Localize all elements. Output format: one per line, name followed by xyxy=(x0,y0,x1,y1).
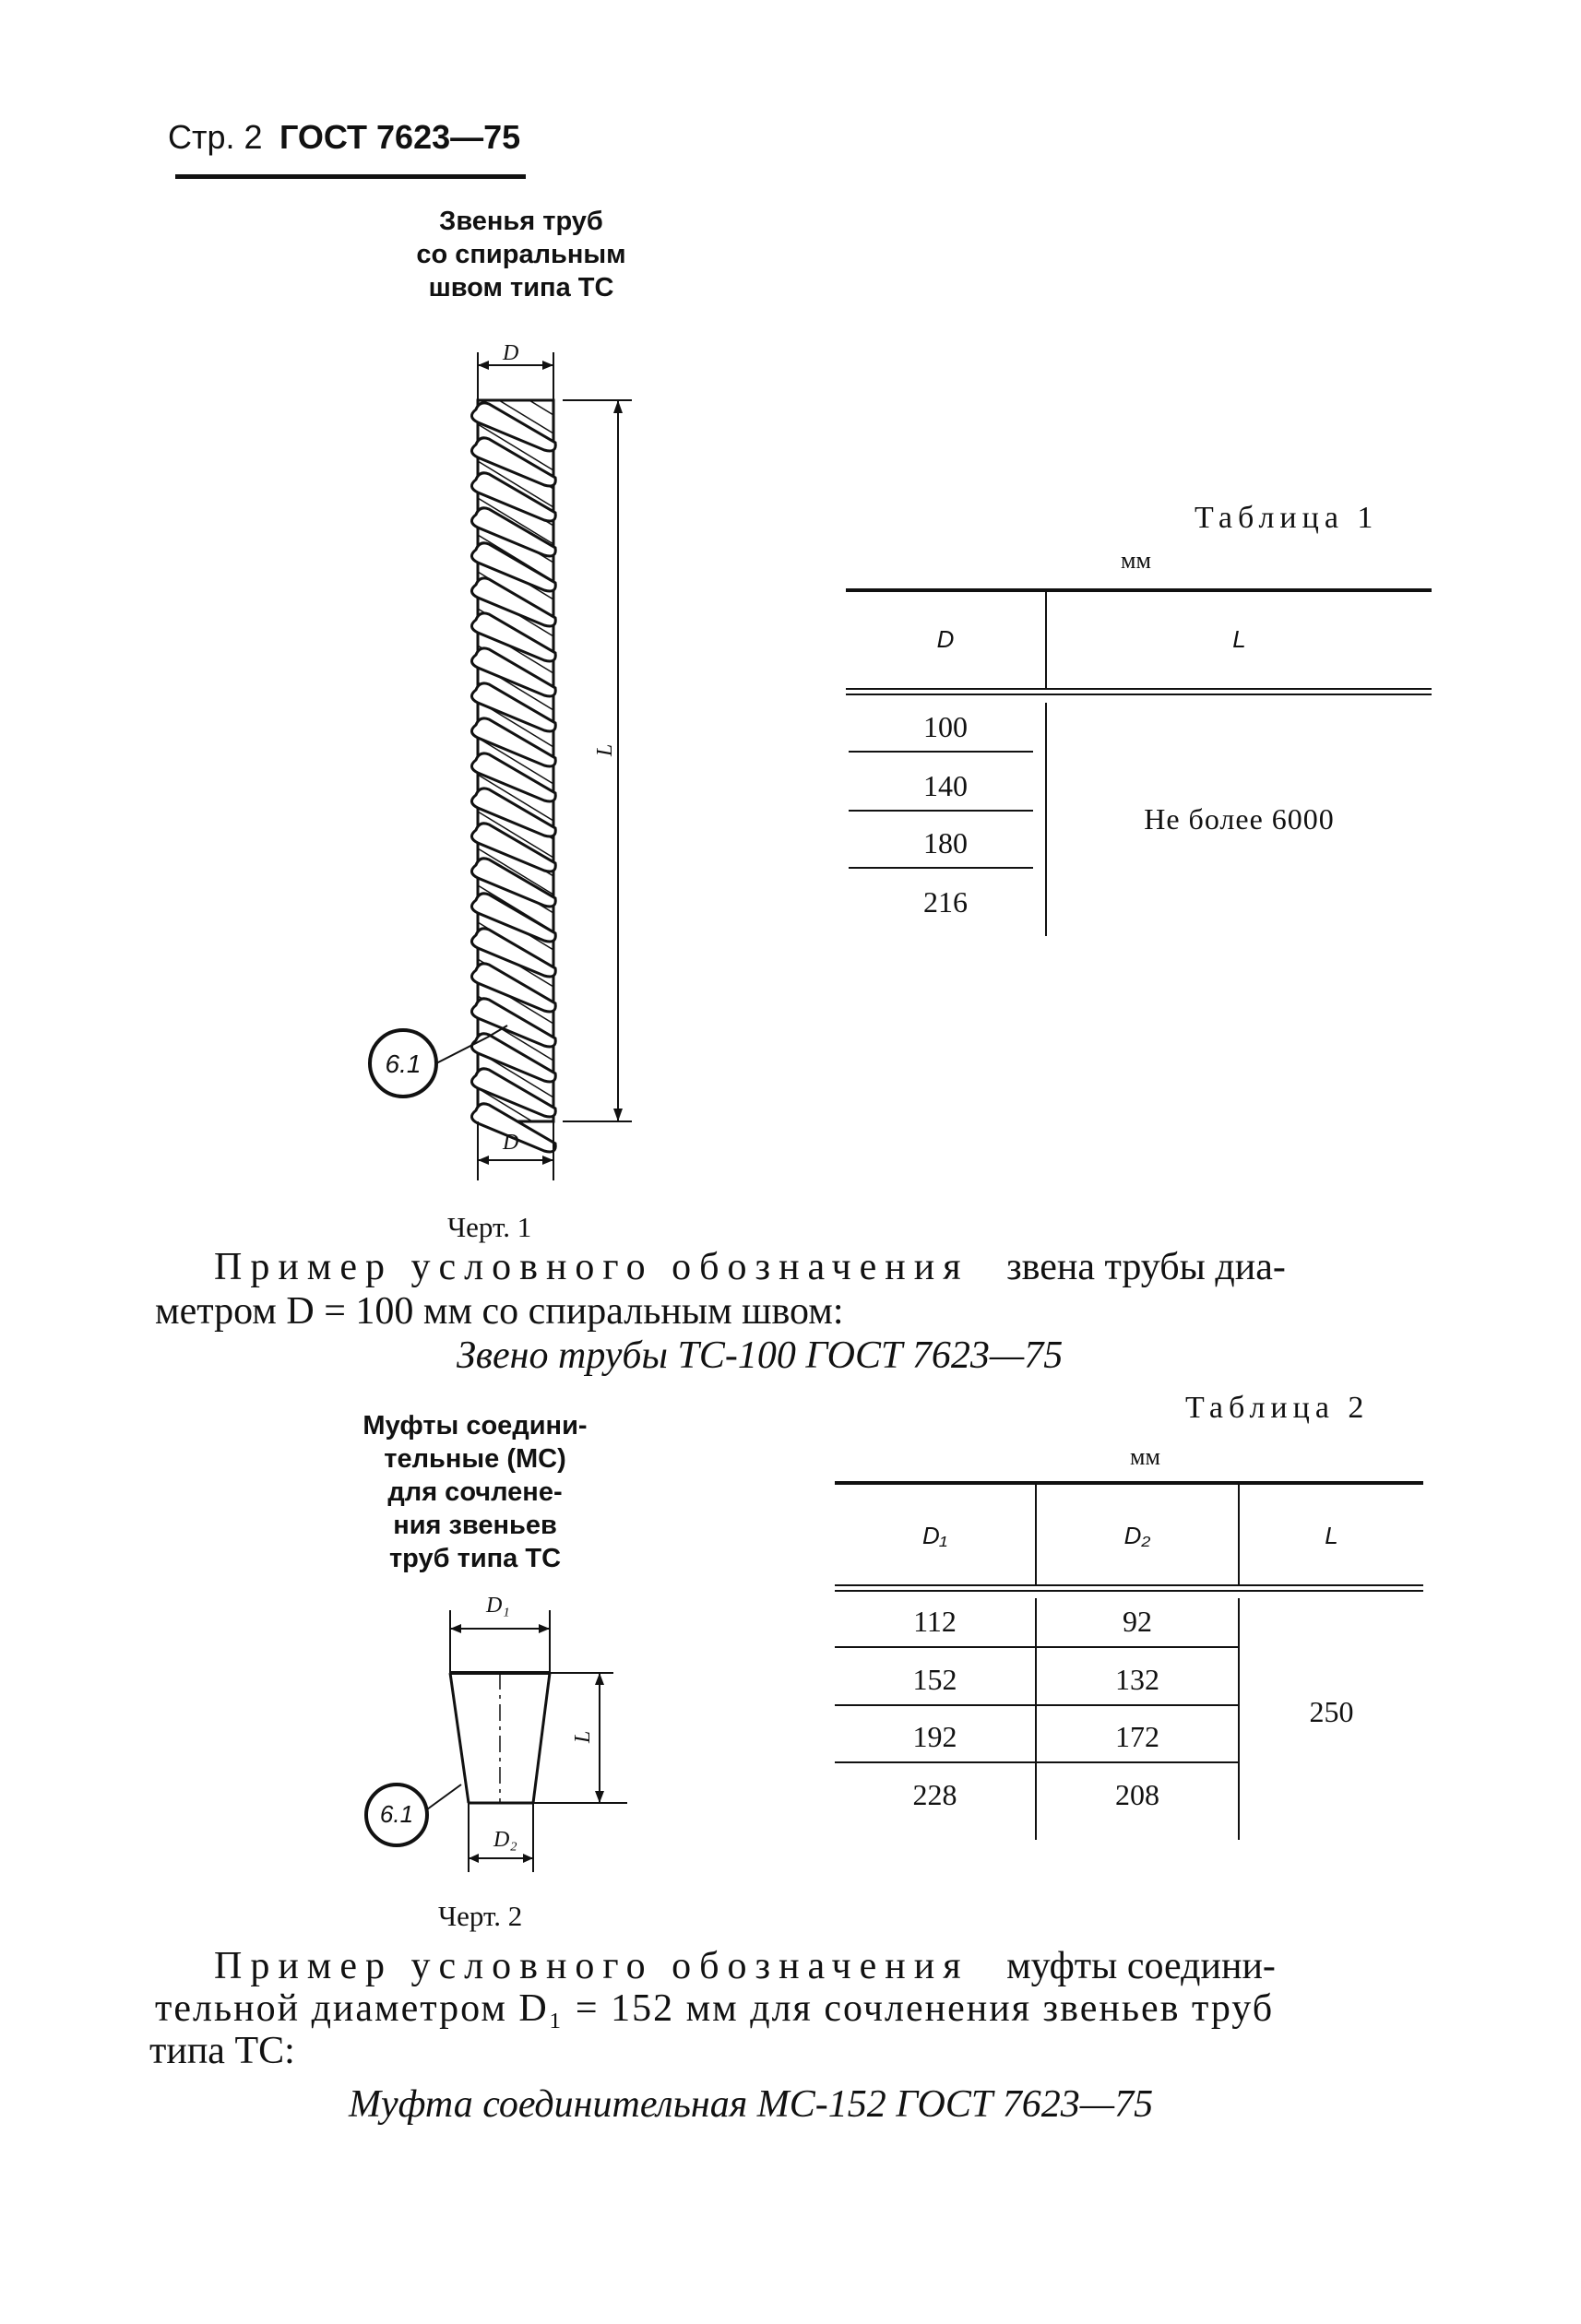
figure1-dim-l: L xyxy=(593,743,618,757)
table1-top-rule xyxy=(846,588,1432,592)
figure1-dim-d-top: D xyxy=(503,341,519,365)
table2-header-l: L xyxy=(1325,1522,1338,1549)
figure1-dim-d-bottom: D xyxy=(503,1131,519,1155)
figure2-dim-d2: D₂ xyxy=(493,1828,517,1852)
example2-rest: муфты соедини- xyxy=(1006,1945,1276,1987)
table2-header-rule-b xyxy=(835,1590,1423,1592)
example1-lead: Пример условного обозначения xyxy=(214,1246,969,1288)
table2-cell-d2: 172 xyxy=(1115,1720,1159,1753)
table2-row-rule xyxy=(835,1704,1238,1706)
figure1-callout: 6.1 xyxy=(385,1049,422,1078)
table1-row-rule xyxy=(849,867,1033,869)
table2-header-d1: D₁ xyxy=(922,1522,947,1549)
table1-row-d: 100 xyxy=(923,710,968,743)
figure1-caption: Черт. 1 xyxy=(447,1211,532,1243)
table2-cell-d1: 152 xyxy=(912,1663,957,1696)
table2-cell-d2: 208 xyxy=(1115,1778,1159,1811)
figure2-dim-d1: D₁ xyxy=(486,1594,510,1618)
table1-caption: Таблица 1 xyxy=(1195,501,1379,535)
table2-units: мм xyxy=(1130,1443,1160,1470)
figure2-title: Муфты соедини- тельные (МС) для сочлене- ния звеньев труб типа ТС xyxy=(363,1411,588,1573)
table1-units: мм xyxy=(1121,547,1151,574)
example1-designation: Звено трубы ТС-100 ГОСТ 7623—75 xyxy=(457,1334,1064,1377)
table1-header-rule-a xyxy=(846,688,1432,690)
table2-cell-d1: 112 xyxy=(913,1605,957,1638)
example2-line2: тельной диаметром D₁ = 152 мм для сочленения звеньев труб xyxy=(155,1987,1275,2030)
table2-row-rule xyxy=(835,1646,1238,1648)
table2-header-rule-a xyxy=(835,1584,1423,1586)
figure1-title: Звенья труб со спиральным швом типа ТС xyxy=(416,207,626,302)
figure1-drawing xyxy=(314,332,683,1199)
table2-caption: Таблица 2 xyxy=(1185,1391,1370,1425)
table2-row-rule xyxy=(835,1761,1238,1763)
table2-cell-d2: 132 xyxy=(1115,1663,1159,1696)
example2-line1 xyxy=(214,1944,1459,1988)
table2-top-rule xyxy=(835,1481,1423,1485)
figure2-callout: 6.1 xyxy=(379,1800,414,1828)
example2-designation: Муфта соединительная МС-152 ГОСТ 7623—75 xyxy=(349,2083,1154,2126)
table1-row-rule xyxy=(849,751,1033,753)
table2-cell-d1: 228 xyxy=(912,1778,957,1811)
table2-header-d2: D₂ xyxy=(1123,1522,1151,1549)
standard-number: ГОСТ 7623—75 xyxy=(279,118,521,156)
example1-rest: звена трубы диа- xyxy=(1006,1246,1286,1288)
table1-header-l: L xyxy=(1232,625,1246,653)
table1-header-rule-b xyxy=(846,694,1432,695)
table1-merged-l: Не более 6000 xyxy=(1144,802,1335,836)
table1-row-d: 140 xyxy=(923,769,968,802)
figure2-dim-l: L xyxy=(571,1730,596,1744)
table2-cell-d1: 192 xyxy=(912,1720,957,1753)
page-number: Стр. 2 xyxy=(168,118,263,156)
table1-header-d: D xyxy=(936,625,955,653)
example2-line3: типа ТС: xyxy=(149,2030,295,2072)
header-rule xyxy=(175,174,526,179)
table1-row-d: 180 xyxy=(923,826,968,860)
table1-row-d: 216 xyxy=(923,885,968,919)
example1-line1 xyxy=(214,1245,1413,1289)
example2-lead: Пример условного обозначения xyxy=(214,1945,969,1987)
figure2-drawing xyxy=(351,1595,655,1900)
example1-line2: метром D = 100 мм со спиральным швом: xyxy=(155,1290,844,1333)
figure2-caption: Черт. 2 xyxy=(438,1900,523,1932)
table1-row-rule xyxy=(849,810,1033,812)
table2-cell-d2: 92 xyxy=(1123,1605,1152,1638)
table2-merged-l: 250 xyxy=(1309,1695,1354,1728)
